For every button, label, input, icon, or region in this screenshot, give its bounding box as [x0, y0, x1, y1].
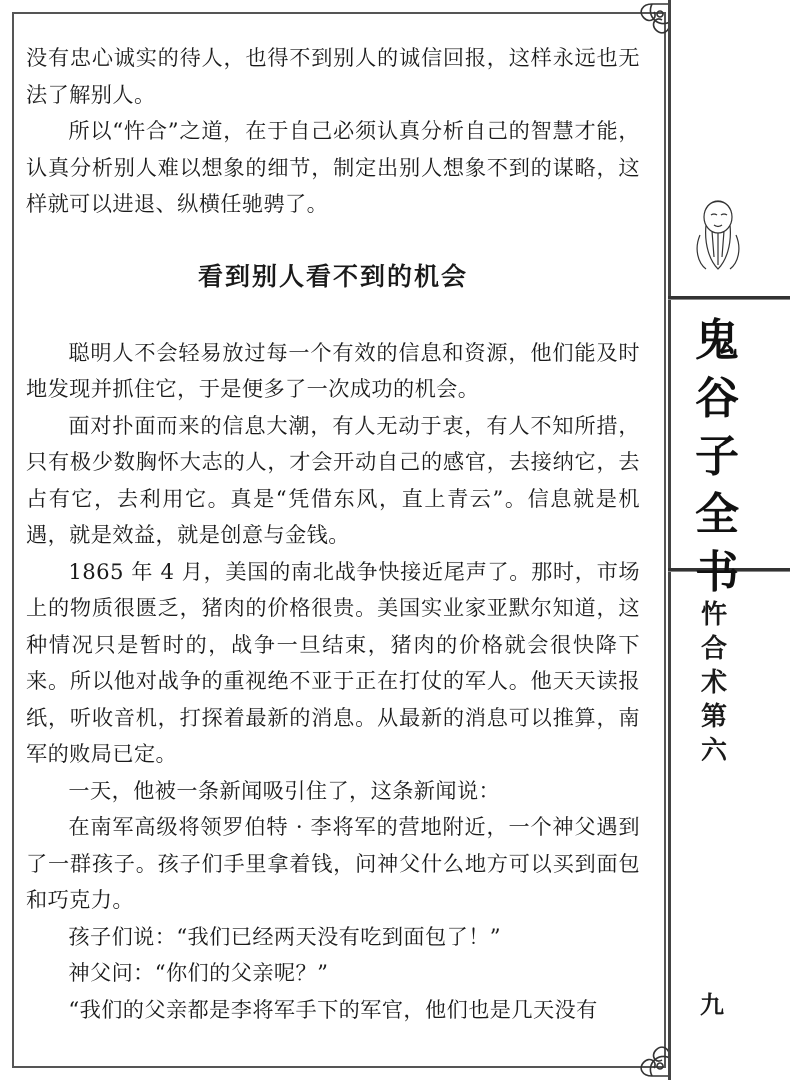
chapter-char: 六	[700, 736, 727, 766]
sidebar-rule-top	[668, 296, 790, 300]
chapter-char: 第	[700, 702, 727, 732]
paragraph: 孩子们说：“我们已经两天没有吃到面包了！”	[68, 923, 502, 949]
paragraph: 没有忠心诚实的待人，也得不到别人的诚信回报，这样永远也无法了解别人。	[26, 45, 640, 107]
paragraph: 面对扑面而来的信息大潮，有人无动于衷，有人不知所措，只有极少数胸怀大志的人，才会开动自己的感官，去接纳它，去占有它，去利用它。真是“凭借东风，直上青云”。信息就是机遇，就是效益，就是创意与金钱。	[26, 412, 640, 547]
paragraph: 在南军高级将领罗伯特 · 李将军的营地附近，一个神父遇到了一群孩子。孩子们手里拿着钱，问神父什么地方可以买到面包和巧克力。	[26, 814, 640, 912]
book-title-char: 谷	[695, 373, 739, 424]
chapter-char: 合	[700, 634, 727, 664]
main-text	[26, 40, 640, 1028]
book-title	[690, 312, 744, 602]
page-number: 九	[700, 990, 724, 1019]
book-title-char: 书	[695, 547, 739, 598]
sage-portrait-icon	[690, 195, 746, 273]
chapter-title	[694, 598, 734, 768]
book-title-char: 子	[695, 431, 739, 482]
paragraph: 神父问：“你们的父亲呢？”	[68, 960, 329, 985]
chapter-char: 术	[700, 668, 727, 698]
paragraph: 聪明人不会轻易放过每一个有效的信息和资源，他们能及时地发现并抓住它，于是便多了一次成功的机会。	[26, 339, 640, 401]
chapter-char: 忤	[700, 600, 727, 630]
section-heading: 看到别人看不到的机会	[197, 261, 468, 291]
paragraph: 1865 年 4 月，美国的南北战争快接近尾声了。那时，市场上的物质很匮乏，猪肉的价格很贵。美国实业家亚默尔知道，这种情况只是暂时的，战争一旦结束，猪肉的价格就会很快降下来。所以他对战争的重视绝不亚于正在打仗的军人。他天天读报纸，听收音机，打探着最新的消息。从最新的消息可以推算，南军的败局已定。	[26, 558, 640, 766]
paragraph: 所以“忤合”之道，在于自己必须认真分析自己的智慧才能，认真分析别人难以想象的细节，制定出别人想象不到的谋略，这样就可以进退、纵横任驰骋了。	[26, 118, 640, 216]
paragraph: 一天，他被一条新闻吸引住了，这条新闻说：	[68, 777, 501, 803]
book-title-char: 全	[695, 489, 739, 540]
paragraph: “我们的父亲都是李将军手下的军官，他们也是几天没有	[68, 996, 598, 1022]
book-title-char: 鬼	[695, 315, 739, 366]
sidebar-divider	[668, 0, 671, 1080]
